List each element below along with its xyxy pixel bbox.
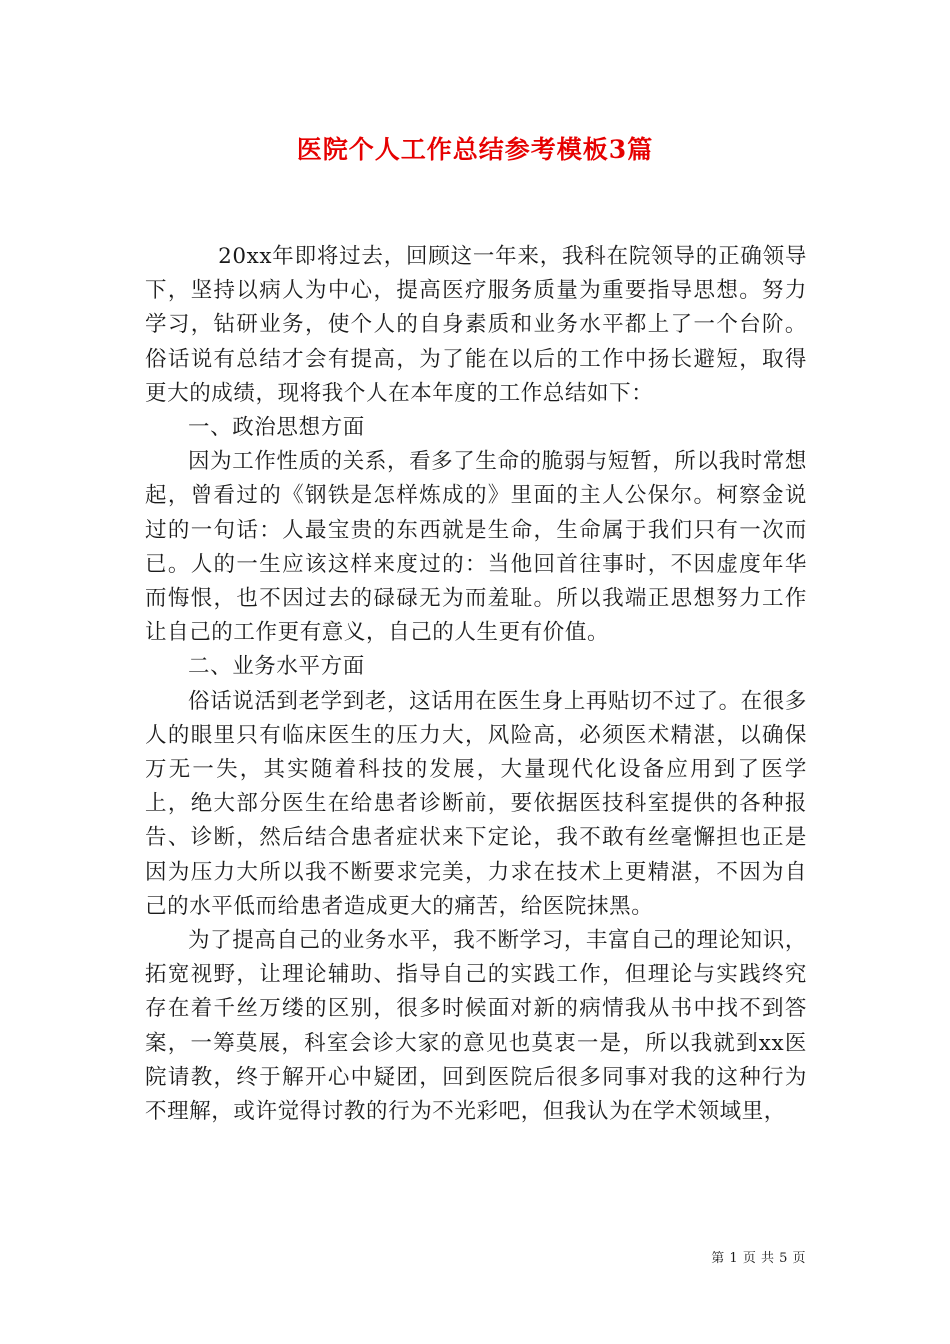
page-number: 第 1 页 共 5 页 — [711, 1251, 806, 1266]
paragraph-professional-1: 俗话说活到老学到老，这话用在医生身上再贴切不过了。在很多人的眼里只有临床医生的压力大，风险高，必须医术精湛，以确保万无一失，其实随着科技的发展，大量现代化设备应用到了医学上，绝大部分医生在给患者诊断前，要依据医技科室提供的各种报告、诊断，然后结合患者症状来下定论，我不敢有丝毫懈担也正是因为压力大所以我不断要求完美，力求在技术上更精湛，不因为自己的水平低而给患者造成更大的痛苦，给医院抹黑。 — [145, 688, 807, 919]
paragraph-intro: 20xx年即将过去，回顾这一年来，我科在院领导的正确领导下，坚持以病人为中心，提高医疗服务质量为重要指导思想。努力学习，钻研业务，使个人的自身素质和业务水平都上了一个台阶。俗话说有总结才会有提高，为了能在以后的工作中扬长避短，取得更大的成绩，现将我个人在本年度的工作总结如下： — [145, 244, 807, 406]
paragraph-professional-2: 为了提高自己的业务水平，我不断学习，丰富自己的理论知识，拓宽视野，让理论辅助、指导自己的实践工作，但理论与实践终究存在着千丝万缕的区别，很多时候面对新的病情我从书中找不到答案，一筹莫展，科室会诊大家的意见也莫衷一是，所以我就到xx医院请教，终于解开心中疑团，回到医院后很多同事对我的这种行为不理解，或许觉得讨教的行为不光彩吧，但我认为在学术领域里， — [145, 928, 807, 1125]
section-heading-political: 一、政治思想方面 — [188, 415, 365, 441]
document-body — [145, 240, 807, 1129]
paragraph-political: 因为工作性质的关系，看多了生命的脆弱与短暂，所以我时常想起，曾看过的《钢铁是怎样炼成的》里面的主人公保尔。柯察金说过的一句话：人最宝贵的东西就是生命，生命属于我们只有一次而已。人的一生应该这样来度过的：当他回首往事时，不因虚度年华而悔恨，也不因过去的碌碌无为而羞耻。所以我端正思想努力工作让自己的工作更有意义，自己的人生更有价值。 — [145, 449, 807, 646]
document-title: 医院个人工作总结参考模板3篇 — [296, 135, 654, 164]
section-heading-professional: 二、业务水平方面 — [188, 654, 365, 680]
